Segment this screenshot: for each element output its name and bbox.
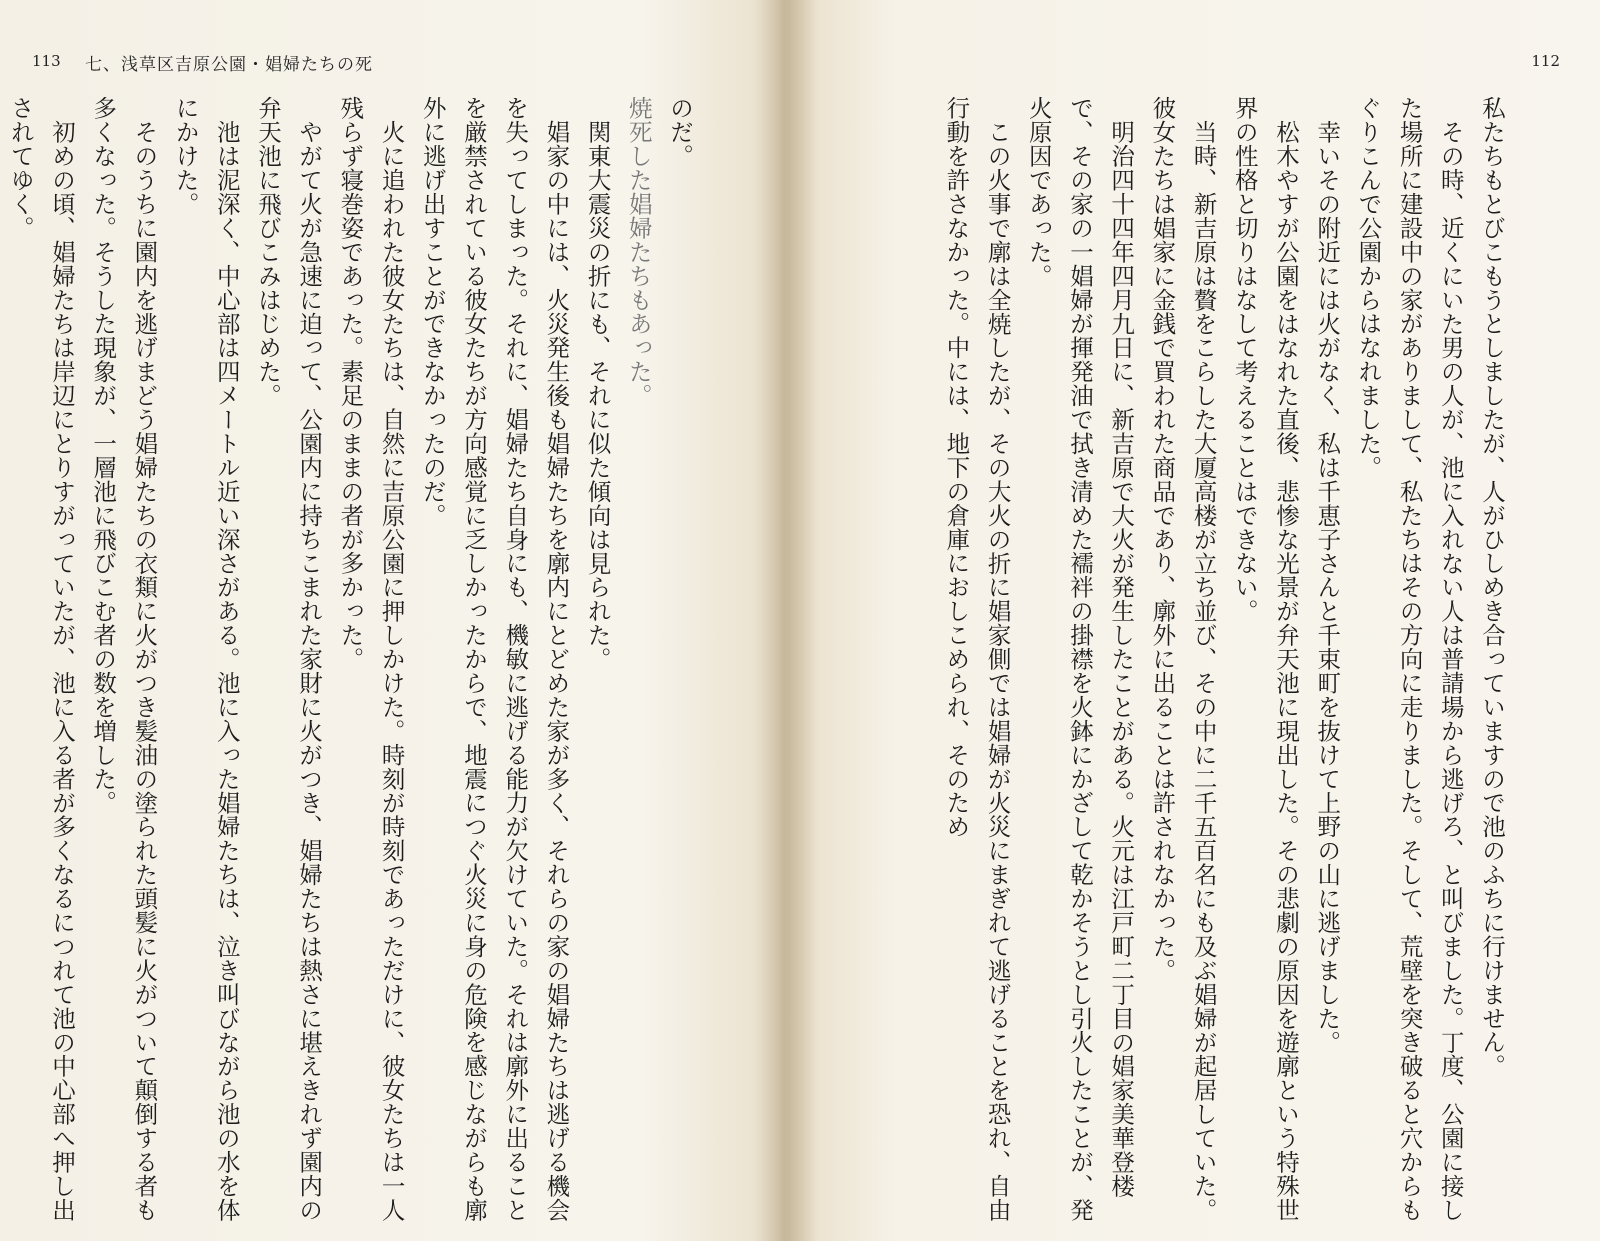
paragraph: 明治四十四年四月九日に、新吉原で大火が発生したことがある。火元は江戸町二丁目の娼家美華登楼で、その家の一娼婦が揮発油で拭き清めた襦袢の掛襟を火鉢にかざして乾かそうとし引火したことが、発火原因であった。: [1024, 96, 1136, 1222]
gutter-shadow-left: [760, 0, 790, 1241]
paragraph: 私たちもとびこもうとしましたが、人がひしめき合っていますので池のふちに行けません。: [1478, 96, 1506, 1078]
paragraph: その時、近くにいた男の人が、池に入れない人は普請場から逃げろ、と叫びました。丁度、公園に接した場所に建設中の家がありまして、私たちはその方向に走りました。そして、荒壁を突き破ると穴からもぐりこんで公園からはなれました。: [1354, 96, 1465, 1222]
right-page-number: 112: [1531, 52, 1560, 70]
paragraph: やがて火が急速に迫って、公園内に持ちこまれた家財に火がつき、娼婦たちは熱さに堪えきれず園内の弁天池に飛びこみはじめた。: [253, 96, 324, 1222]
paragraph: 娼家の中には、火災発生後も娼婦たちを廓内にとどめた家が多く、それらの家の娼婦たちは逃げる機会を失ってしまった。それに、娼婦たち自身にも、機敏に逃げる能力が欠けていた。それは廓外に出ることを厳禁されている彼女たちが方向感覚に乏しかったからで、地震につぐ火災に身の危険を感じながらも廓外に逃げ出すことができなかったのだ。: [418, 96, 571, 1222]
paragraph: 当時、新吉原は贅をこらした大厦高楼が立ち並び、その中に二千五百名にも及ぶ娼婦が起居していた。彼女たちは娼家に金銭で買われた商品であり、廓外に出ることは許されなかった。: [1148, 96, 1218, 1222]
paragraph: この火事で廓は全焼したが、その大火の折に娼家側では娼婦が火災にまぎれて逃げることを恐れ、自由行動を許さなかった。中には、地下の倉庫におしこめられ、そのため: [942, 96, 1012, 1222]
paragraph: そのうちに園内を逃げまどう娼婦たちの衣類に火がつき髪油の塗られた頭髪に火がついて顛倒する者も多くなった。そうした現象が、一層池に飛びこむ者の数を増した。: [89, 96, 159, 1222]
paragraph: 松木やすが公園をはなれた直後、悲惨な光景が弁天池に現出した。その悲劇の原因を遊廓という特殊世界の性格と切りはなして考えることはできない。: [1230, 96, 1300, 1222]
left-page-text: [0, 96, 700, 1226]
paragraph: のだ。: [666, 96, 694, 168]
gutter-shadow-right: [790, 0, 820, 1241]
right-page-text: [935, 96, 1512, 1226]
section-heading: 焼死した娼婦たちもあった。: [624, 96, 653, 408]
left-page: [0, 0, 790, 1241]
paragraph: 火に追われた彼女たちは、自然に吉原公園に押しかけた。時刻が時刻であっただけに、彼女たちは一人残らず寝巻姿であった。素足のままの者が多かった。: [336, 96, 406, 1222]
paragraph: 関東大震災の折にも、それに似た傾向は見られた。: [583, 119, 612, 671]
right-page: [810, 0, 1600, 1241]
chapter-header: 七、浅草区吉原公園・娼婦たちの死: [85, 55, 373, 75]
paragraph: 初めの頃、娼婦たちは岸辺にとりすがっていたが、池に入る者が多くなるにつれて池の中心部へ押し出されてゆく。: [6, 96, 76, 1222]
paragraph: 幸いその附近には火がなく、私は千恵子さんと千束町を抜けて上野の山に逃げました。: [1313, 119, 1342, 1054]
paragraph: 池は泥深く、中心部は四メートル近い深さがある。池に入った娼婦たちは、泣き叫びながら池の水を体にかけた。: [171, 96, 241, 1222]
left-page-number: 113: [32, 52, 61, 70]
